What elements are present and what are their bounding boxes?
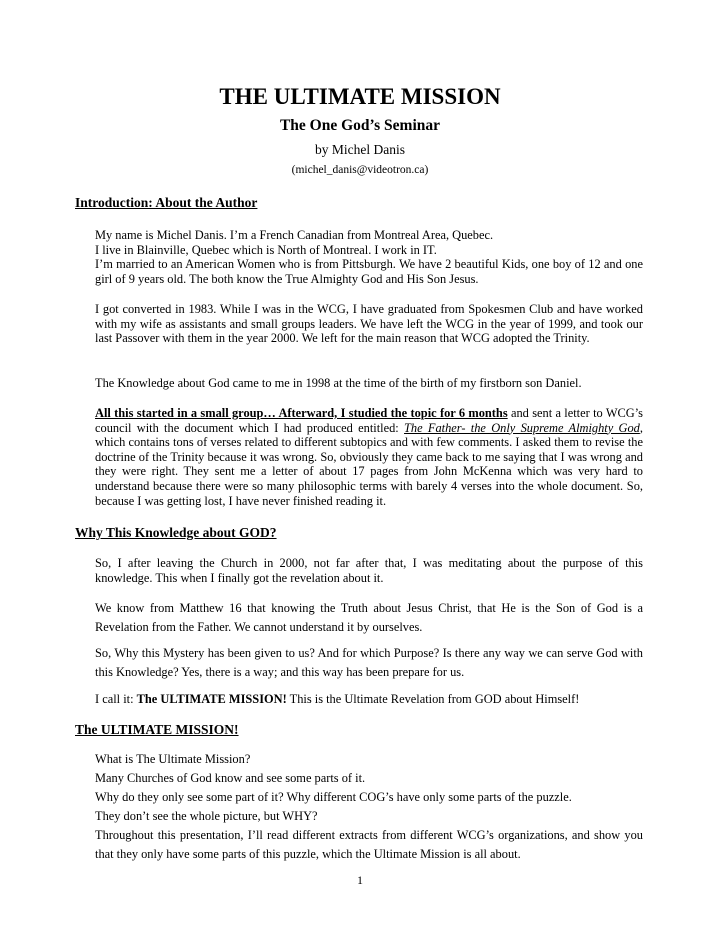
mission-line-4: They don’t see the whole picture, but WHY? (95, 809, 318, 823)
section-heading-why-knowledge: Why This Knowledge about GOD? (75, 525, 277, 540)
mission-line-1: What is The Ultimate Mission? (95, 752, 251, 766)
document-subtitle: The One God’s Seminar (279, 117, 441, 134)
section-heading-introduction: Introduction: About the Author (75, 195, 258, 210)
intro-paragraph-2: I got converted in 1983. While I was in the WCG, I have graduated from Spokesmen Club and have worked with my wife as assistants and small groups leaders. We have left the WCG in the year of 1999, and took our last Passover with them in the year 2000. We left for the main reason that WCG adopted the Trinity. (95, 302, 643, 346)
intro-line-3: I’m married to an American Women who is from Pittsburgh. We have 2 beautiful Kids, one boy of 12 and one girl of 9 years old. The both know the True Almighty God and His Son Jesus. (95, 257, 643, 286)
why-paragraph-1: So, I after leaving the Church in 2000, not far after that, I was meditating about the purpose of this knowledge. This when I finally got the revelation about it. (95, 556, 643, 585)
mission-line-3: Why do they only see some part of it? Why different COG’s have only some parts of the puzzle. (95, 790, 572, 804)
intro-paragraph-1 (95, 228, 643, 286)
mission-line-5: Throughout this presentation, I’ll read different extracts from different WCG’s organizations, and show you that they only have some parts of this puzzle, which the Ultimate Mission is all about. (95, 828, 643, 861)
mission-line-2: Many Churches of God know and see some parts of it. (95, 771, 366, 785)
intro-paragraph-4 (95, 406, 643, 508)
intro-paragraph-3: The Knowledge about God came to me in 1998 at the time of the birth of my firstborn son Daniel. (95, 376, 582, 390)
intro-p4-text-1: and sent a letter to WCG’s council with the document which I had produced entitled: (95, 406, 643, 435)
ultimate-mission-bold: The ULTIMATE MISSION! (136, 692, 287, 706)
section-heading-ultimate-mission: The ULTIMATE MISSION! (75, 722, 239, 737)
why-p4-text-1: I call it: (95, 692, 137, 706)
author-email: (michel_danis@videotron.ca) (291, 164, 429, 176)
why-paragraph-3: So, Why this Mystery has been given to us? And for which Purpose? Is there any way we can serve God with this Knowledge? Yes, there is a way; and this way has been prepare for us. (95, 646, 643, 679)
intro-bold-lead: All this started in a small group… Afterward, I studied the topic for 6 months (95, 406, 508, 420)
page-number: 1 (357, 873, 363, 887)
document-title: THE ULTIMATE MISSION (219, 84, 501, 109)
intro-p4-text-2: , which contains tons of verses related to different subtopics and with few comments. I asked them to revise the doctrine of the Trinity because it was wrong. So, obviously they came back to me saying that I was wrong and they were right. They sent me a letter of about 17 pages from John McKenna which was very hard to understand because there were so many philosophic terms with barely 4 verses into the whole document. So, because I was getting lost, I have never finished reading it. (95, 420, 643, 508)
why-paragraph-4 (95, 692, 643, 707)
intro-line-1: My name is Michel Danis. I’m a French Canadian from Montreal Area, Quebec. (95, 228, 494, 242)
referenced-document-title: The Father- the Only Supreme Almighty God (404, 420, 640, 435)
mission-paragraph (95, 750, 643, 864)
why-paragraph-2: We know from Matthew 16 that knowing the Truth about Jesus Christ, that He is the Son of God is a Revelation from the Father. We cannot understand it by ourselves. (95, 601, 643, 634)
why-p4-text-2: This is the Ultimate Revelation from GOD about Himself! (286, 692, 580, 706)
intro-line-2: I live in Blainville, Quebec which is North of Montreal. I work in IT. (95, 242, 437, 257)
author-byline: by Michel Danis (315, 142, 405, 157)
